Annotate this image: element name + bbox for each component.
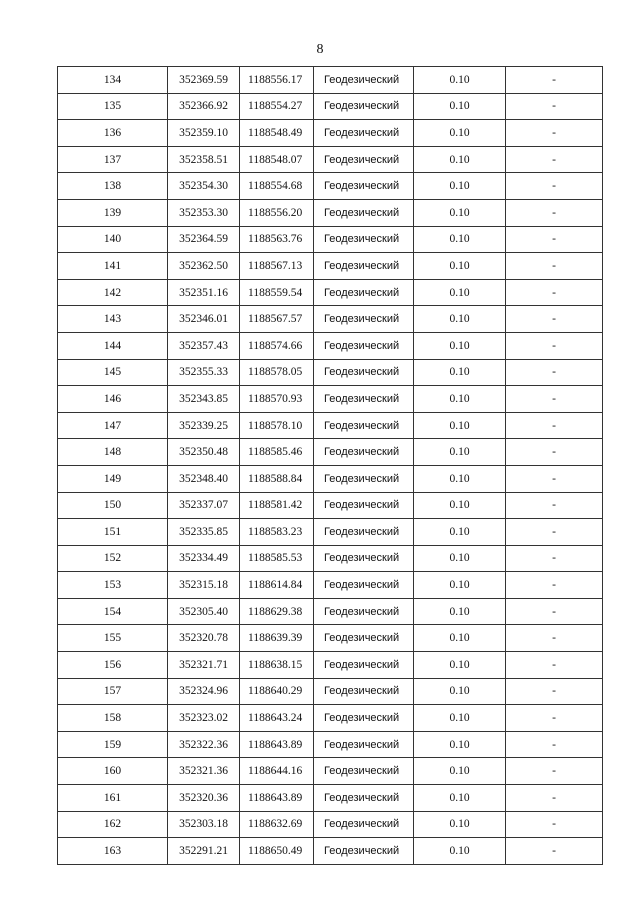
x-coordinate-cell: 352346.01 [168,306,240,333]
point-number-cell: 138 [58,173,168,200]
accuracy-cell: 0.10 [414,120,506,147]
method-cell: Геодезический [314,785,414,812]
point-number-cell: 146 [58,386,168,413]
accuracy-cell: 0.10 [414,572,506,599]
accuracy-cell: 0.10 [414,465,506,492]
point-number-cell: 158 [58,705,168,732]
x-coordinate-cell: 352357.43 [168,332,240,359]
y-coordinate-cell: 1188639.39 [240,625,314,652]
y-coordinate-cell: 1188583.23 [240,519,314,546]
x-coordinate-cell: 352337.07 [168,492,240,519]
point-number-cell: 154 [58,598,168,625]
accuracy-cell: 0.10 [414,731,506,758]
table-row [58,67,603,94]
method-cell: Геодезический [314,731,414,758]
description-cell: - [506,93,603,120]
point-number-cell: 148 [58,439,168,466]
y-coordinate-cell: 1188574.66 [240,332,314,359]
y-coordinate-cell: 1188585.46 [240,439,314,466]
method-cell: Геодезический [314,652,414,679]
x-coordinate-cell: 352321.36 [168,758,240,785]
table-row [58,359,603,386]
accuracy-cell: 0.10 [414,678,506,705]
method-cell: Геодезический [314,146,414,173]
method-cell: Геодезический [314,332,414,359]
y-coordinate-cell: 1188614.84 [240,572,314,599]
description-cell: - [506,678,603,705]
table-row [58,758,603,785]
accuracy-cell: 0.10 [414,359,506,386]
method-cell: Геодезический [314,199,414,226]
method-cell: Геодезический [314,439,414,466]
point-number-cell: 159 [58,731,168,758]
x-coordinate-cell: 352324.96 [168,678,240,705]
table-row [58,731,603,758]
accuracy-cell: 0.10 [414,785,506,812]
table-row [58,625,603,652]
x-coordinate-cell: 352320.36 [168,785,240,812]
accuracy-cell: 0.10 [414,306,506,333]
x-coordinate-cell: 352350.48 [168,439,240,466]
point-number-cell: 139 [58,199,168,226]
method-cell: Геодезический [314,279,414,306]
point-number-cell: 141 [58,253,168,280]
description-cell: - [506,439,603,466]
description-cell: - [506,758,603,785]
table-row [58,306,603,333]
y-coordinate-cell: 1188556.17 [240,67,314,94]
point-number-cell: 143 [58,306,168,333]
description-cell: - [506,572,603,599]
table-row [58,465,603,492]
table-row [58,838,603,865]
y-coordinate-cell: 1188578.05 [240,359,314,386]
x-coordinate-cell: 352335.85 [168,519,240,546]
y-coordinate-cell: 1188556.20 [240,199,314,226]
x-coordinate-cell: 352355.33 [168,359,240,386]
accuracy-cell: 0.10 [414,199,506,226]
x-coordinate-cell: 352348.40 [168,465,240,492]
point-number-cell: 142 [58,279,168,306]
y-coordinate-cell: 1188563.76 [240,226,314,253]
method-cell: Геодезический [314,811,414,838]
y-coordinate-cell: 1188570.93 [240,386,314,413]
description-cell: - [506,279,603,306]
accuracy-cell: 0.10 [414,838,506,865]
y-coordinate-cell: 1188640.29 [240,678,314,705]
coordinates-table-body [58,67,603,865]
y-coordinate-cell: 1188632.69 [240,811,314,838]
accuracy-cell: 0.10 [414,519,506,546]
coordinates-table [57,66,603,865]
description-cell: - [506,173,603,200]
accuracy-cell: 0.10 [414,67,506,94]
accuracy-cell: 0.10 [414,705,506,732]
table-row [58,572,603,599]
accuracy-cell: 0.10 [414,598,506,625]
method-cell: Геодезический [314,306,414,333]
method-cell: Геодезический [314,838,414,865]
x-coordinate-cell: 352303.18 [168,811,240,838]
description-cell: - [506,785,603,812]
description-cell: - [506,199,603,226]
description-cell: - [506,545,603,572]
point-number-cell: 155 [58,625,168,652]
table-row [58,386,603,413]
method-cell: Геодезический [314,678,414,705]
point-number-cell: 161 [58,785,168,812]
x-coordinate-cell: 352321.71 [168,652,240,679]
method-cell: Геодезический [314,465,414,492]
x-coordinate-cell: 352362.50 [168,253,240,280]
table-row [58,785,603,812]
x-coordinate-cell: 352322.36 [168,731,240,758]
y-coordinate-cell: 1188548.07 [240,146,314,173]
point-number-cell: 134 [58,67,168,94]
x-coordinate-cell: 352315.18 [168,572,240,599]
y-coordinate-cell: 1188638.15 [240,652,314,679]
description-cell: - [506,465,603,492]
y-coordinate-cell: 1188643.89 [240,731,314,758]
accuracy-cell: 0.10 [414,652,506,679]
x-coordinate-cell: 352291.21 [168,838,240,865]
accuracy-cell: 0.10 [414,226,506,253]
table-row [58,173,603,200]
y-coordinate-cell: 1188548.49 [240,120,314,147]
description-cell: - [506,253,603,280]
description-cell: - [506,625,603,652]
y-coordinate-cell: 1188629.38 [240,598,314,625]
y-coordinate-cell: 1188588.84 [240,465,314,492]
x-coordinate-cell: 352364.59 [168,226,240,253]
method-cell: Геодезический [314,173,414,200]
point-number-cell: 145 [58,359,168,386]
y-coordinate-cell: 1188643.24 [240,705,314,732]
x-coordinate-cell: 352343.85 [168,386,240,413]
x-coordinate-cell: 352359.10 [168,120,240,147]
table-row [58,439,603,466]
method-cell: Геодезический [314,758,414,785]
table-row [58,492,603,519]
x-coordinate-cell: 352358.51 [168,146,240,173]
table-row [58,226,603,253]
description-cell: - [506,386,603,413]
accuracy-cell: 0.10 [414,253,506,280]
accuracy-cell: 0.10 [414,146,506,173]
x-coordinate-cell: 352353.30 [168,199,240,226]
table-row [58,253,603,280]
point-number-cell: 140 [58,226,168,253]
y-coordinate-cell: 1188581.42 [240,492,314,519]
method-cell: Геодезический [314,67,414,94]
point-number-cell: 163 [58,838,168,865]
point-number-cell: 137 [58,146,168,173]
point-number-cell: 150 [58,492,168,519]
description-cell: - [506,492,603,519]
y-coordinate-cell: 1188643.89 [240,785,314,812]
y-coordinate-cell: 1188559.54 [240,279,314,306]
point-number-cell: 153 [58,572,168,599]
accuracy-cell: 0.10 [414,439,506,466]
point-number-cell: 160 [58,758,168,785]
y-coordinate-cell: 1188567.13 [240,253,314,280]
x-coordinate-cell: 352323.02 [168,705,240,732]
accuracy-cell: 0.10 [414,173,506,200]
x-coordinate-cell: 352305.40 [168,598,240,625]
method-cell: Геодезический [314,253,414,280]
point-number-cell: 144 [58,332,168,359]
accuracy-cell: 0.10 [414,412,506,439]
method-cell: Геодезический [314,93,414,120]
description-cell: - [506,811,603,838]
point-number-cell: 157 [58,678,168,705]
description-cell: - [506,705,603,732]
x-coordinate-cell: 352369.59 [168,67,240,94]
method-cell: Геодезический [314,386,414,413]
point-number-cell: 135 [58,93,168,120]
method-cell: Геодезический [314,412,414,439]
description-cell: - [506,226,603,253]
accuracy-cell: 0.10 [414,93,506,120]
method-cell: Геодезический [314,598,414,625]
point-number-cell: 152 [58,545,168,572]
method-cell: Геодезический [314,359,414,386]
y-coordinate-cell: 1188554.27 [240,93,314,120]
method-cell: Геодезический [314,545,414,572]
description-cell: - [506,359,603,386]
point-number-cell: 136 [58,120,168,147]
point-number-cell: 147 [58,412,168,439]
y-coordinate-cell: 1188650.49 [240,838,314,865]
description-cell: - [506,306,603,333]
y-coordinate-cell: 1188644.16 [240,758,314,785]
table-row [58,93,603,120]
description-cell: - [506,652,603,679]
table-row [58,146,603,173]
table-row [58,199,603,226]
x-coordinate-cell: 352351.16 [168,279,240,306]
description-cell: - [506,412,603,439]
description-cell: - [506,332,603,359]
method-cell: Геодезический [314,120,414,147]
accuracy-cell: 0.10 [414,492,506,519]
point-number-cell: 156 [58,652,168,679]
y-coordinate-cell: 1188554.68 [240,173,314,200]
description-cell: - [506,519,603,546]
accuracy-cell: 0.10 [414,625,506,652]
point-number-cell: 151 [58,519,168,546]
table-row [58,120,603,147]
accuracy-cell: 0.10 [414,758,506,785]
table-row [58,678,603,705]
point-number-cell: 162 [58,811,168,838]
description-cell: - [506,146,603,173]
method-cell: Геодезический [314,625,414,652]
description-cell: - [506,598,603,625]
x-coordinate-cell: 352334.49 [168,545,240,572]
accuracy-cell: 0.10 [414,386,506,413]
x-coordinate-cell: 352366.92 [168,93,240,120]
description-cell: - [506,731,603,758]
table-row [58,519,603,546]
table-row [58,332,603,359]
description-cell: - [506,120,603,147]
table-row [58,279,603,306]
x-coordinate-cell: 352320.78 [168,625,240,652]
description-cell: - [506,838,603,865]
method-cell: Геодезический [314,492,414,519]
method-cell: Геодезический [314,705,414,732]
method-cell: Геодезический [314,572,414,599]
y-coordinate-cell: 1188585.53 [240,545,314,572]
x-coordinate-cell: 352354.30 [168,173,240,200]
accuracy-cell: 0.10 [414,545,506,572]
y-coordinate-cell: 1188578.10 [240,412,314,439]
x-coordinate-cell: 352339.25 [168,412,240,439]
table-row [58,811,603,838]
accuracy-cell: 0.10 [414,279,506,306]
accuracy-cell: 0.10 [414,811,506,838]
method-cell: Геодезический [314,519,414,546]
table-row [58,705,603,732]
table-row [58,598,603,625]
accuracy-cell: 0.10 [414,332,506,359]
page-number: 8 [316,42,324,57]
point-number-cell: 149 [58,465,168,492]
y-coordinate-cell: 1188567.57 [240,306,314,333]
table-row [58,652,603,679]
description-cell: - [506,67,603,94]
method-cell: Геодезический [314,226,414,253]
table-row [58,412,603,439]
table-row [58,545,603,572]
